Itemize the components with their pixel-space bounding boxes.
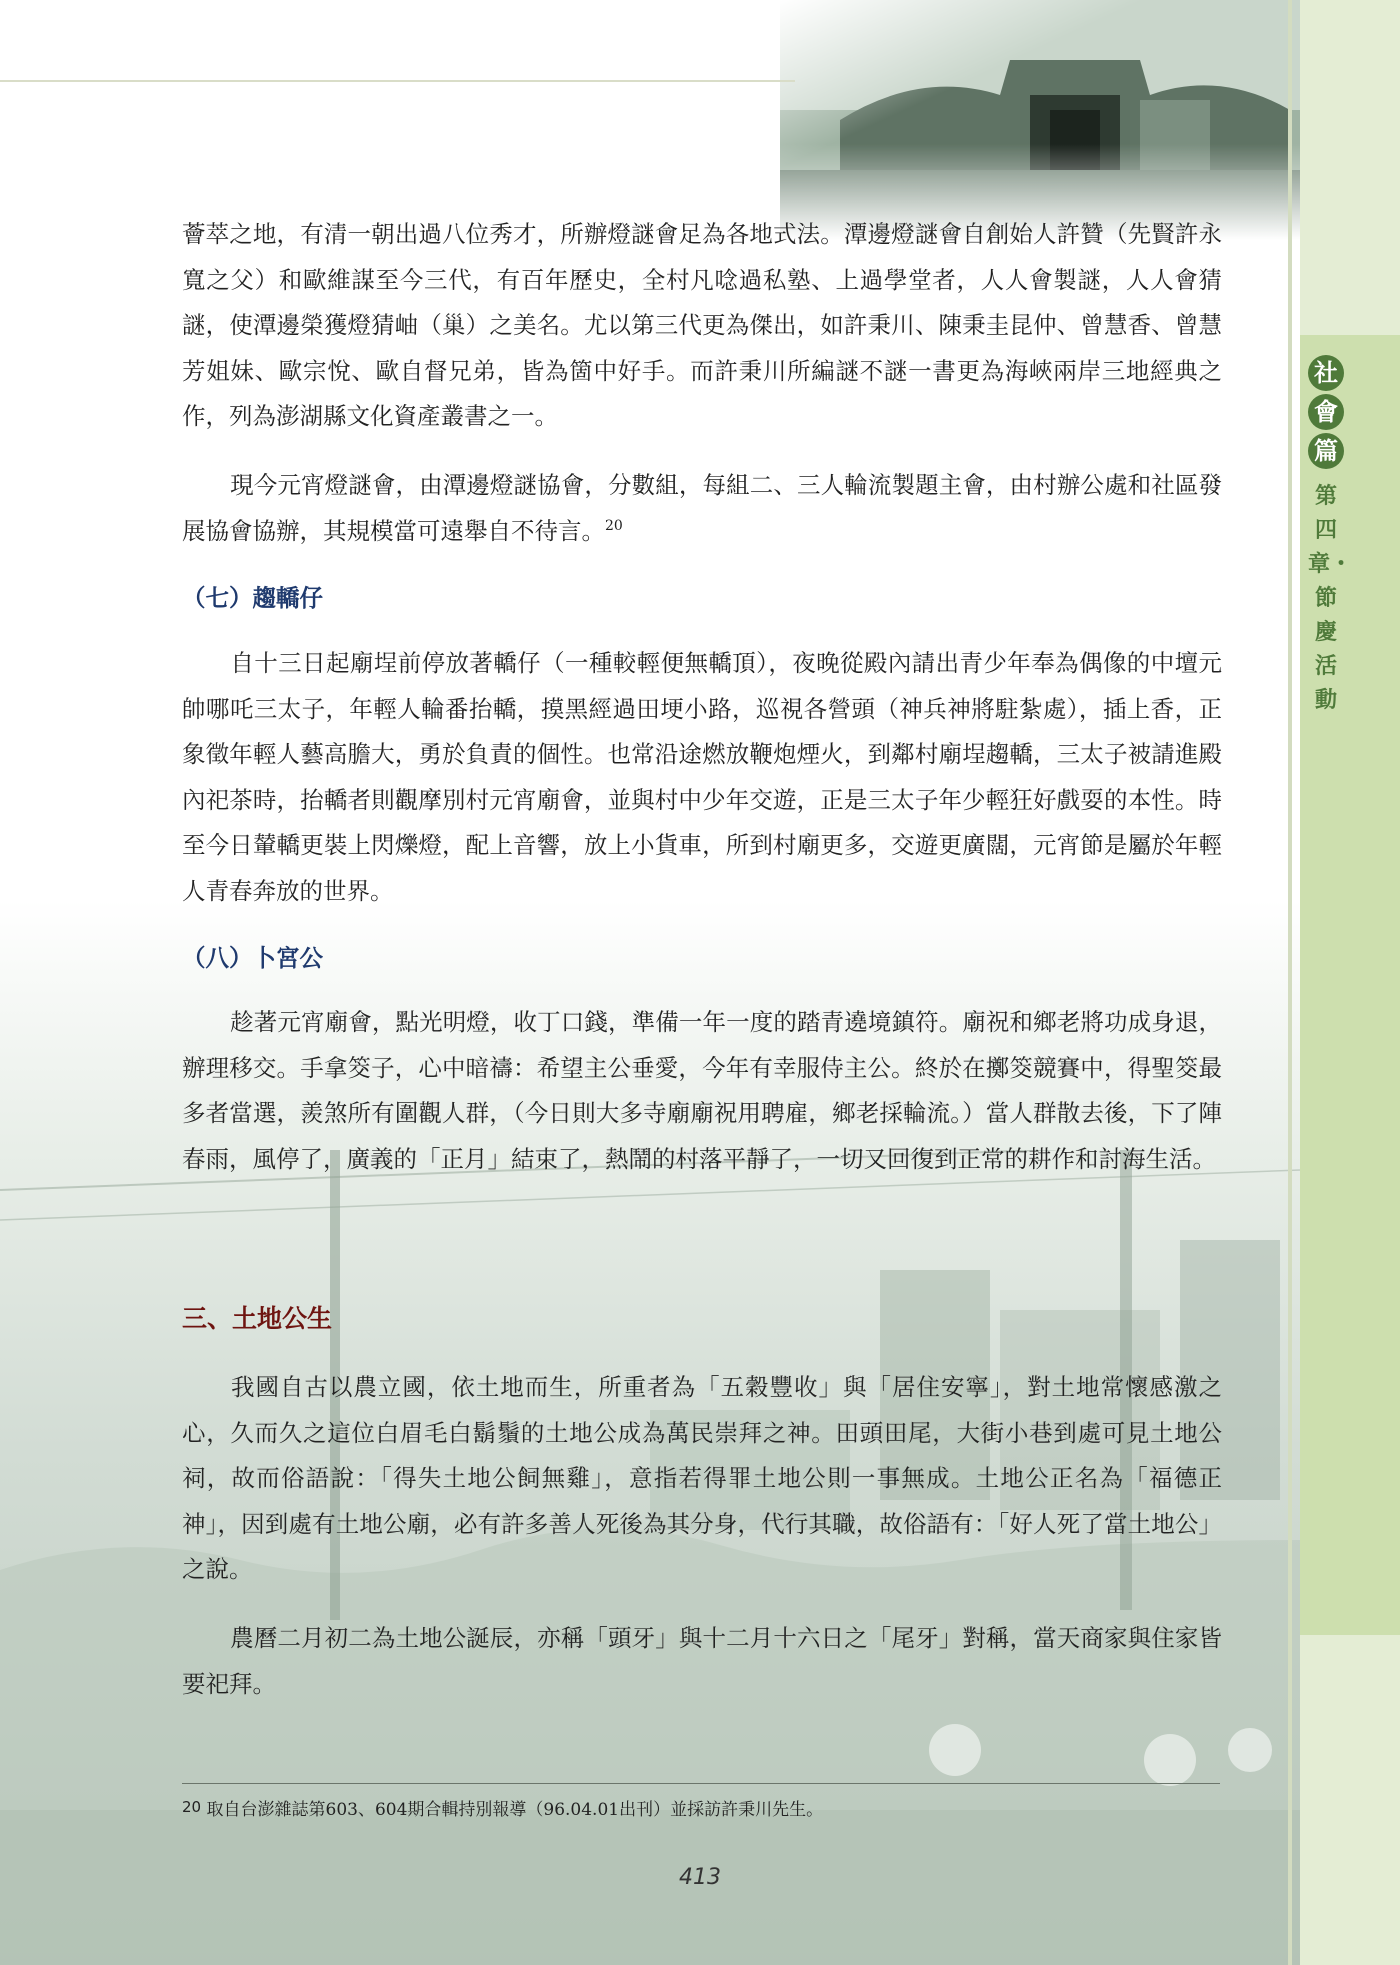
footnote (182, 1794, 1222, 1823)
header-temple-photo (780, 0, 1300, 240)
paragraph-earth-god (182, 1365, 1222, 1593)
paragraph-lantern-riddles (182, 212, 1222, 440)
page-number: 413 (679, 1865, 721, 1890)
chapter-label: 第四章・節慶活動 (1308, 484, 1353, 713)
paragraph-temple-lots (182, 1000, 1222, 1182)
section-char-1: 社 (1308, 355, 1344, 391)
section-char-3: 篇 (1308, 433, 1344, 469)
footnote-number: 20 (182, 1798, 202, 1816)
side-divider-line (1288, 0, 1292, 1965)
paragraph-riddle-association (182, 463, 1222, 554)
footnote-text: 取自台澎雜誌第603、604期合輯持別報導（96.04.01出刊）並採訪許秉川先生。 (206, 1800, 824, 1820)
subheading-8: （八）卜宮公 (182, 944, 323, 972)
paragraph-text: 趁著元宵廟會，點光明燈，收丁口錢，準備一年一度的踏青遶境鎮符。廟祝和鄉老將功成身退，辦理移交。手拿筊子，心中暗禱：希望主公垂愛，今年有幸服侍主公。終於在擲筊競賽中，得聖筊最多者當選，羨煞所有圍觀人群，（今日則大多寺廟廟祝用聘雇，鄉老採輪流。）當人群散去後，下了陣春雨，風停了，廣義的「正月」結束了，熱鬧的村落平靜了，一切又回復到正常的耕作和討海生活。 (182, 1008, 1222, 1173)
section-heading-3: 三、土地公生 (182, 1304, 333, 1333)
footnote-reference: 20 (605, 517, 623, 534)
header-rule (0, 80, 795, 82)
subheading-7: （七）趨轎仔 (182, 584, 323, 612)
paragraph-text: 我國自古以農立國，依土地而生，所重者為「五穀豐收」與「居住安寧」，對土地常懷感激之心，久而久之這位白眉毛白鬍鬚的土地公成為萬民崇拜之神。田頭田尾，大街小巷到處可見土地公祠，故而俗語說：「得失土地公飼無雞」，意指若得罪土地公則一事無成。土地公正名為「福德正神」，因到處有土地公廟，必有許多善人死後為其分身，代行其職，故俗語有：「好人死了當土地公」之說。 (182, 1373, 1222, 1583)
section-char-2: 會 (1308, 394, 1344, 430)
paragraph-text: 現今元宵燈謎會，由潭邊燈謎協會，分數組，每組二、三人輪流製題主會，由村辦公處和社區發展協會協辦，其規模當可遠舉自不待言。 (182, 471, 1222, 545)
paragraph-text: 自十三日起廟埕前停放著轎仔（一種較輕便無轎頂），夜晚從殿內請出青少年奉為偶像的中壇元帥哪吒三太子，年輕人輪番抬轎，摸黑經過田埂小路，巡視各營頭（神兵神將駐紮處），插上香，正象徵年輕人藝高膽大，勇於負責的個性。也常沿途燃放鞭炮煙火，到鄰村廟埕趨轎，三太子被請進殿內祀茶時，抬轎者則觀摩別村元宵廟會，並與村中少年交遊，正是三太子年少輕狂好戲耍的本性。時至今日輦轎更裝上閃爍燈，配上音響，放上小貨車，所到村廟更多，交遊更廣闊，元宵節是屬於年輕人青春奔放的世界。 (182, 649, 1222, 905)
paragraph-text: 農曆二月初二為土地公誕辰，亦稱「頭牙」與十二月十六日之「尾牙」對稱，當天商家與住家皆要祀拜。 (182, 1624, 1222, 1698)
footnote-rule (182, 1783, 1220, 1784)
paragraph-sedan-procession (182, 641, 1222, 914)
paragraph-text: 薈萃之地，有清一朝出過八位秀才，所辦燈謎會足為各地式法。潭邊燈謎會自創始人許贊（先賢許永寬之父）和歐維謀至今三代，有百年歷史，全村凡唸過私塾、上過學堂者，人人會製謎，人人會猜謎，使潭邊榮獲燈猜岫（巢）之美名。尤以第三代更為傑出，如許秉川、陳秉圭昆仲、曾慧香、曾慧芳姐妹、歐宗悅、歐自督兄弟，皆為箇中好手。而許秉川所編謎不謎一書更為海峽兩岸三地經典之作，列為澎湖縣文化資產叢書之一。 (182, 220, 1222, 430)
paragraph-earth-god-birthday (182, 1616, 1222, 1707)
